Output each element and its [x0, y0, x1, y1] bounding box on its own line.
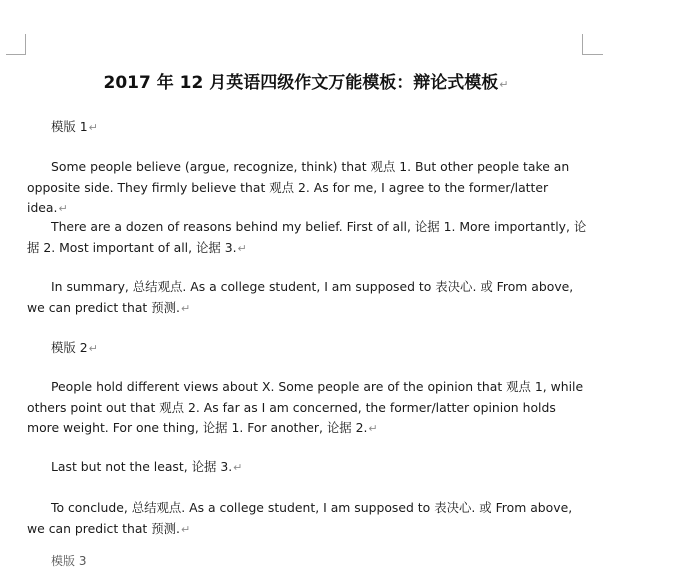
paragraph-mark-icon: ↵ — [237, 241, 247, 255]
paragraph-1-2[interactable]: There are a dozen of reasons behind my belief. First of all, 论据 1. More importantly, 论据 2. Most important of all, 论据 3.↵ — [27, 219, 587, 255]
paragraph-2-2[interactable]: Last but not the least, 论据 3.↵ — [51, 459, 243, 474]
paragraph-mark-icon: ↵ — [368, 422, 378, 435]
margin-corner-top-right — [582, 34, 603, 55]
document-title[interactable]: 2017 年 12 月英语四级作文万能模板：辩论式模板↵ — [103, 73, 509, 93]
section-heading-1[interactable]: 模版 1↵ — [51, 119, 98, 134]
paragraph-mark-icon: ↵ — [233, 461, 243, 474]
cut-off-heading: 模版 3 — [51, 554, 87, 568]
margin-corner-top-left — [6, 34, 26, 55]
paragraph-mark-icon: ↵ — [88, 342, 98, 355]
paragraph-mark-icon: ↵ — [499, 78, 509, 91]
paragraph-mark-icon: ↵ — [180, 522, 191, 536]
paragraph-mark-icon: ↵ — [180, 301, 191, 315]
section-heading-2[interactable]: 模版 2↵ — [51, 340, 98, 355]
paragraph-2-1[interactable]: People hold different views about X. Some people are of the opinion that 观点 1, while others point out that 观点 2. As far as I am concerned, the former/latter opinion holds more weight. For one thing, 论据 1. For another, 论据 2.↵ — [27, 379, 584, 435]
paragraph-2-3[interactable]: To conclude, 总结观点. As a college student, I am supposed to 表决心. 或 From above, we can predict that 预测.↵ — [27, 500, 573, 536]
paragraph-1-3[interactable]: In summary, 总结观点. As a college student, I am supposed to 表决心. 或 From above, we can predict that 预测.↵ — [27, 279, 574, 315]
paragraph-mark-icon: ↵ — [88, 121, 98, 134]
paragraph-mark-icon: ↵ — [58, 202, 68, 215]
paragraph-1-1[interactable]: Some people believe (argue, recognize, think) that 观点 1. But other people take an opposite side. They firmly believe that 观点 2. As for me, I agree to the former/latter idea.↵ — [27, 159, 570, 215]
